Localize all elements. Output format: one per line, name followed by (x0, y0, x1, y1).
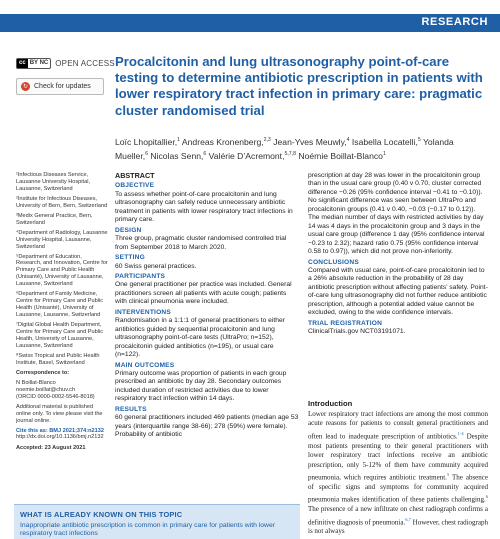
author-name: Valérie D’Acremont, (206, 150, 285, 161)
cc-badge-left: cc (19, 60, 26, 66)
author-list (115, 134, 487, 162)
conclusions-text: Compared with usual care, point-of-care procalcitonin led to a 26% absolute reduction in the probability of 28 day antibiotic prescription without affecting patients’ safety. Point-of-care lung ultrasonography did not further reduce antibiotic prescription, although a potential added value cannot be excluded, owing to the wide confidence intervals. (308, 266, 488, 317)
author-affiliation-mark: 6 (203, 150, 207, 157)
cc-badge-right: BY NC (29, 60, 49, 66)
intro-text-segment: The absence of specific signs and symptoms for community acquired pneumonia makes identification of these patients challenging. (308, 473, 488, 504)
results-continued: prescription at day 28 was lower in the procalcitonin group than in the usual care group (0.40 v 0.70, cluster corrected difference −0.26 (95% confidence interval −0.41 to −0.10)). No significant difference was seen between UltraPro and procalcitonin groups (0.41 v 0.40, −0.03 (−0.17 to 0.12)). The median number of days with restricted activities by day 14 was 4 days in the procalcitonin group and 3 days in the usual care group (difference 1 day (95% confidence interval −0.23 to 2.32); hazard ratio 0.75 (95% confidence interval 0.58 to 0.97)), which did not prove non-inferiority. (308, 172, 485, 256)
abstract-continued-column (308, 172, 488, 338)
author-name: Noémie Boillat-Blanco (296, 150, 383, 161)
citation-mark[interactable]: 6 (485, 494, 488, 500)
article-title: Procalcitonin and lung ultrasonography point-of-care testing to determine antibiotic prescription in patients with lower respiratory tract infection in primary care: pragmatic cluster randomised trial (115, 54, 483, 118)
correspondence-name: N Boillat-Blanco (16, 379, 56, 386)
affiliation-item: ³Medix General Practice, Bern, Switzerland (16, 212, 93, 226)
correspondence-orcid: (ORCID 0000-0002-5546-8018) (16, 393, 95, 400)
author-affiliation-mark: 5,7,8 (284, 150, 297, 157)
author-affiliation-mark: 5 (417, 137, 421, 143)
abstract-section-heading: INTERVENTIONS (115, 308, 171, 316)
author-name: Jean-Yves Meuwly, (270, 136, 347, 147)
citation-mark[interactable]: 1-4 (457, 430, 464, 436)
abstract-section-heading: DESIGN (115, 226, 142, 234)
abstract-section-text: 60 general practitioners included 469 patients (median age 53 years (interquartile range 38-66); 278 (59%) were female). Probability of antibiotic (115, 414, 299, 439)
citation-mark[interactable]: 6,7 (405, 516, 411, 522)
affiliation-item: ⁷Digital Global Health Department, Centre for Primary Care and Public Health, University of Lausanne, Lausanne, Switzerland (16, 322, 104, 349)
abstract-section-heading: SETTING (115, 254, 145, 262)
affiliation-item: ⁶Department of Family Medicine, Centre for Primary Care and Public Health (Unisanté), University of Lausanne, Lausanne, Switzerland (16, 291, 104, 319)
intro-text-segment: The presence of a new infiltrate on chest radiograph confirms a definitive diagnosis of pneumonia. (308, 505, 488, 526)
conclusions-heading: CONCLUSIONS (308, 258, 359, 266)
citation-mark[interactable]: 5 (446, 472, 450, 478)
abstract-heading: ABSTRACT (115, 171, 155, 180)
author-affiliation-mark: 6 (145, 150, 148, 157)
author-affiliation-mark: 1 (382, 150, 386, 157)
trial-registration-heading: TRIAL REGISTRATION (308, 319, 383, 327)
abstract-section-text: Three group, pragmatic cluster randomised controlled trial from September 2018 to March 2020. (115, 235, 287, 251)
cite-as: Cite this as: BMJ 2021;374:n2132 (16, 427, 104, 434)
abstract-section-heading: PARTICIPANTS (115, 272, 166, 280)
abstract-section-text: One general practitioner per practice was included. General practitioners screen all patients with acute cough; patients with clinical pneumonia were included. (115, 281, 292, 306)
section-label: RESEARCH (421, 16, 488, 28)
abstract-section-text: 60 Swiss general practices. (115, 262, 197, 270)
check-for-updates-label: Check for updates (34, 83, 91, 90)
abstract-section-heading: OBJECTIVE (115, 182, 155, 190)
cc-license-icon (16, 58, 51, 69)
correspondence-email[interactable]: noemie.boillat@chuv.ch (16, 386, 76, 393)
refresh-icon: ↻ (22, 84, 29, 90)
affiliation-list (16, 172, 108, 367)
author-affiliation-mark: 2,3 (263, 137, 271, 143)
open-access-label: OPEN ACCESS (55, 59, 115, 68)
open-access-row (16, 58, 115, 69)
abstract-section-text: To assess whether point-of-care procalcitonin and lung ultrasonography can safely reduce unnecessary antibiotic treatment in patients with lower respiratory tract infections in primary care. (115, 190, 293, 224)
affiliation-item: ⁵Department of Education, Research, and Innovation, Centre for Primary Care and Public Health (Unisanté), University of Lausanne, Lausanne, Switzerland (16, 253, 108, 288)
abstract-section-text: Randomisation in a 1:1:1 of general practitioners to either antibiotics guided by sequential procalcitonin and lung ultrasonography point-of-care tests (UltraPro; n=152), procalcitonin guided antibiotics (n=195), or usual care (n=122). (115, 317, 285, 359)
affiliation-item: ¹Infectious Diseases Service, Lausanne University Hospital, Lausanne, Switzerland (16, 172, 90, 192)
introduction-text (308, 410, 488, 537)
abstract-column (115, 172, 300, 441)
affiliation-item: ⁸Swiss Tropical and Public Health Institute, Basel, Switzerland (16, 352, 100, 366)
author-name: Andreas Kronenberg, (180, 136, 264, 147)
abstract-section-text: Primary outcome was proportion of patients in each group prescribed an antibiotic by day 28. Secondary outcomes included duration of restricted activities due to lower respiratory tract infection within 14 days. (115, 369, 287, 403)
correspondence-heading: Correspondence to: (16, 369, 70, 376)
already-known-heading: WHAT IS ALREADY KNOWN ON THIS TOPIC (20, 510, 183, 519)
affiliations-column (16, 172, 108, 455)
accepted-date: Accepted: 23 August 2021 (16, 445, 86, 452)
author-affiliation-mark: 1 (177, 137, 180, 143)
intro-text-segment: However, chest radiograph is not always (308, 517, 488, 536)
author-affiliation-mark: 4 (346, 137, 350, 143)
check-for-updates-button[interactable] (16, 78, 104, 95)
intro-text-segment: Despite most patients presenting to their general practitioners with lower respiratory tract infections receive an antibiotic prescription, only 5-12% of them have community acquired pneumonia, which requires antibiotic treatment. (308, 432, 489, 482)
abstract-section-heading: MAIN OUTCOMES (115, 361, 175, 369)
doi-link[interactable]: http://dx.doi.org/10.1136/bmj.n2132 (16, 434, 104, 441)
additional-material-note: Additional material is published online only. To view please visit the journal online. (16, 403, 103, 424)
intro-text-segment: Lower respiratory tract infections are among the most common acute reasons for patients to consult general practitioners and often lead to inadequate prescription of antibiotics. (308, 410, 488, 441)
section-header-bar (0, 14, 500, 32)
already-known-text: Inappropriate antibiotic prescription is common in primary care for patients with lower respiratory tract infections (20, 522, 275, 538)
abstract-sections (115, 182, 300, 439)
already-known-box (14, 504, 300, 539)
trial-registration-text: ClinicalTrials.gov NCT03191071. (308, 328, 406, 336)
author-name: Yolanda Mueller, (115, 136, 454, 161)
author-name: Loïc Lhopitallier, (115, 136, 178, 147)
affiliation-item: ⁴Department of Radiology, Lausanne University Hospital, Lausanne, Switzerland (16, 229, 108, 250)
author-name: Isabella Locatelli, (349, 136, 418, 147)
affiliation-item: ²Institute for Infectious Diseases, University of Bern, Bern, Switzerland (16, 195, 108, 209)
abstract-section-heading: RESULTS (115, 405, 147, 413)
introduction-heading: Introduction (308, 399, 353, 408)
author-name: Nicolas Senn, (147, 150, 204, 161)
